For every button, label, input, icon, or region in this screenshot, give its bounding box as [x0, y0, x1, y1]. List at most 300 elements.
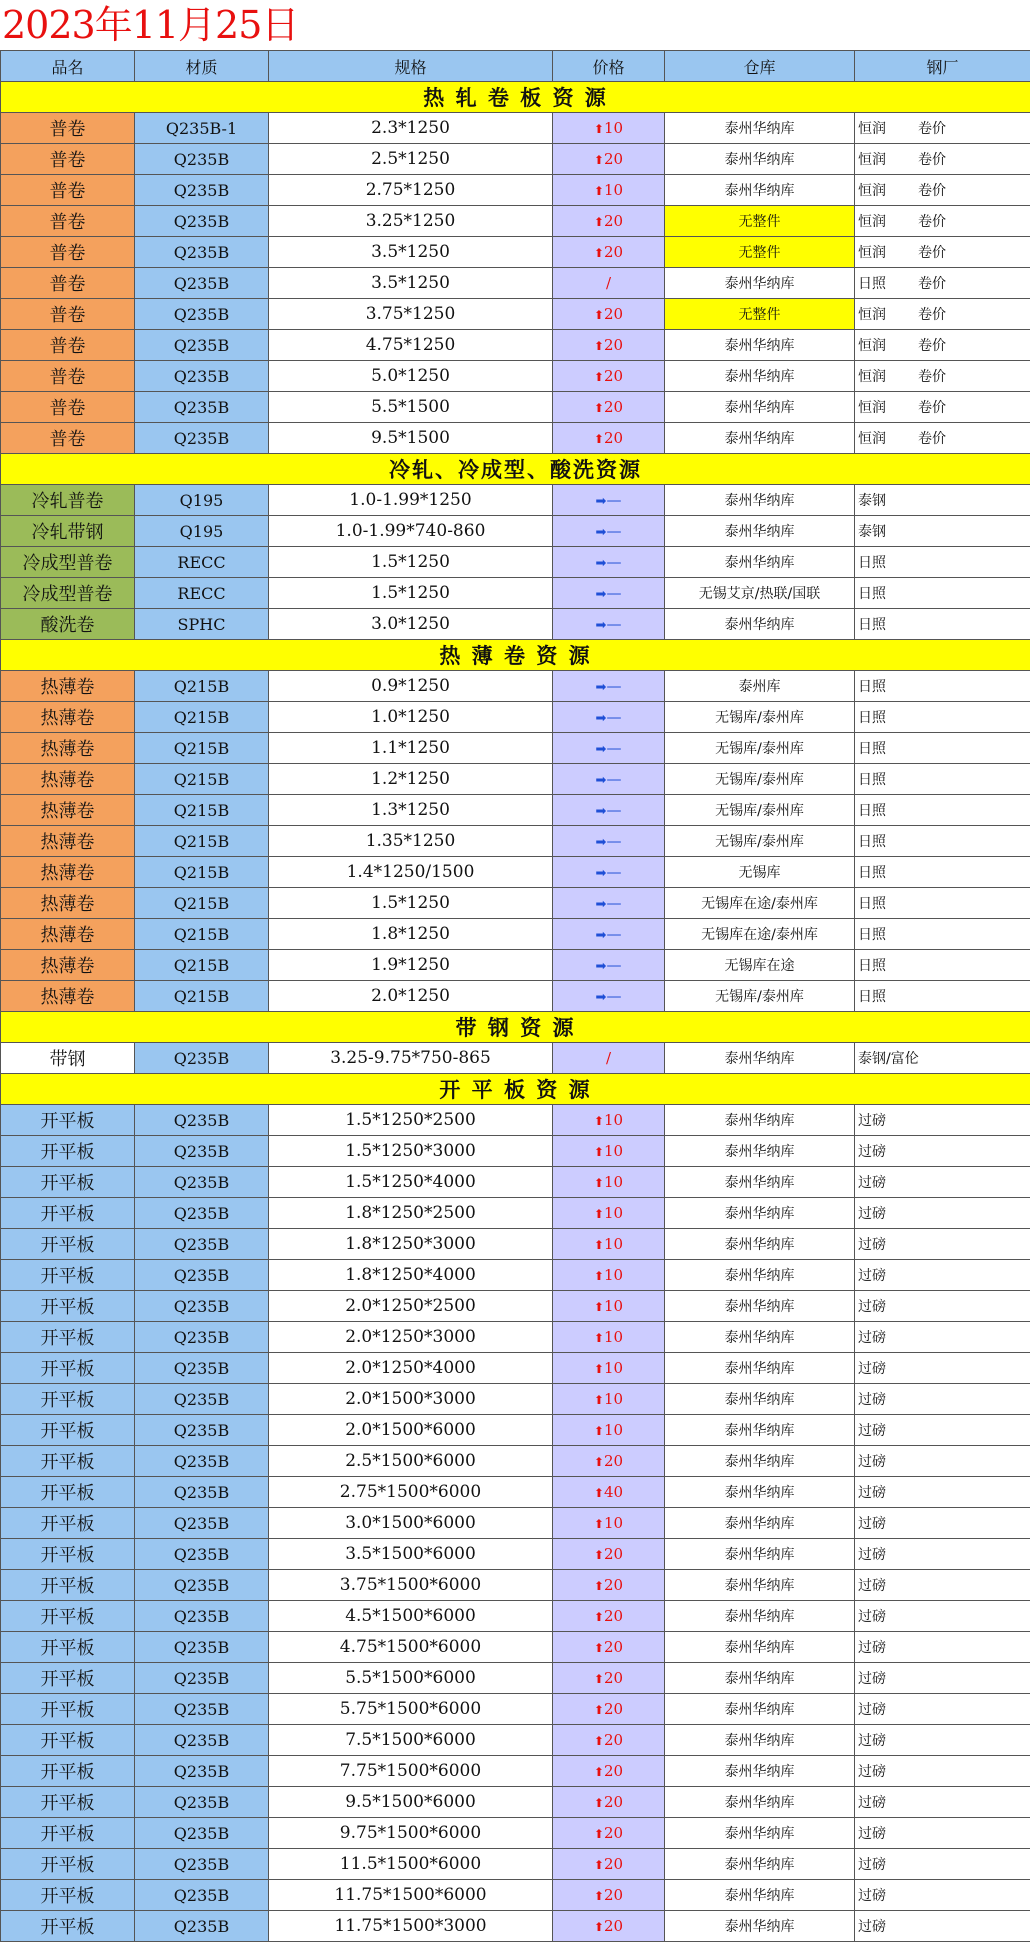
price-change-value: — — [606, 987, 622, 1005]
mill-cell — [855, 1446, 1030, 1477]
product-name-cell: 开平板 — [1, 1756, 135, 1787]
arrow-up-icon: ⬆ — [593, 246, 604, 260]
price-change-cell — [553, 1229, 665, 1260]
product-name-cell: 普卷 — [1, 423, 135, 454]
mill-name: 过磅 — [858, 1392, 886, 1408]
product-name-cell: 开平板 — [1, 1446, 135, 1477]
product-name-cell: 开平板 — [1, 1787, 135, 1818]
spec-cell: 7.5*1500*6000 — [269, 1725, 553, 1756]
price-change-value: 20 — [603, 1886, 624, 1904]
price-change-value: 10 — [603, 1142, 624, 1160]
material-cell: Q235B — [135, 237, 269, 268]
price-basis-note: 卷价 — [918, 307, 946, 323]
warehouse-cell: 泰州华纳库 — [665, 1136, 855, 1167]
arrow-right-icon: ➡ — [595, 618, 607, 633]
warehouse-cell: 泰州华纳库 — [665, 1725, 855, 1756]
warehouse-cell: 泰州华纳库 — [665, 1291, 855, 1322]
mill-name: 日照 — [858, 958, 886, 974]
price-change-cell — [553, 1911, 665, 1942]
mill-name: 泰钢 — [858, 524, 886, 540]
price-change-cell — [553, 919, 665, 950]
price-change-cell — [553, 1539, 665, 1570]
section-title: 热 薄 卷 资 源 — [1, 640, 1030, 671]
price-change-cell — [553, 268, 665, 299]
warehouse-cell: 泰州华纳库 — [665, 1787, 855, 1818]
table-row — [1, 1601, 1030, 1632]
price-change-value: — — [606, 956, 622, 974]
spec-cell: 5.5*1500*6000 — [269, 1663, 553, 1694]
price-change-value: 20 — [603, 150, 624, 168]
material-cell: Q215B — [135, 795, 269, 826]
price-change-cell — [553, 702, 665, 733]
mill-cell — [855, 1725, 1030, 1756]
mill-cell — [855, 1105, 1030, 1136]
table-row — [1, 919, 1030, 950]
arrow-up-icon: ⬆ — [593, 1455, 604, 1469]
mill-cell — [855, 1539, 1030, 1570]
header-cell-spec: 规格 — [269, 51, 553, 82]
mill-cell — [855, 299, 1030, 330]
mill-cell — [855, 1322, 1030, 1353]
arrow-up-icon: ⬆ — [593, 184, 604, 198]
product-name-cell: 热薄卷 — [1, 733, 135, 764]
warehouse-cell: 泰州华纳库 — [665, 1632, 855, 1663]
mill-name: 过磅 — [858, 1237, 886, 1253]
mill-name: 过磅 — [858, 1361, 886, 1377]
product-name-cell: 冷成型普卷 — [1, 578, 135, 609]
mill-name: 过磅 — [858, 1888, 886, 1904]
table-row — [1, 1198, 1030, 1229]
arrow-right-icon: ➡ — [595, 711, 607, 726]
price-change-cell — [553, 1136, 665, 1167]
price-change-cell — [553, 1570, 665, 1601]
price-change-value: 20 — [603, 1793, 624, 1811]
price-change-cell — [553, 888, 665, 919]
material-cell: Q235B — [135, 423, 269, 454]
mill-cell — [855, 1198, 1030, 1229]
material-cell: Q235B — [135, 1632, 269, 1663]
price-change-cell — [553, 1415, 665, 1446]
product-name-cell: 开平板 — [1, 1322, 135, 1353]
material-cell: Q235B — [135, 1570, 269, 1601]
price-change-value: 20 — [603, 1762, 624, 1780]
mill-cell — [855, 1043, 1030, 1074]
mill-cell — [855, 1508, 1030, 1539]
spec-cell: 1.5*1250 — [269, 578, 553, 609]
material-cell: Q235B — [135, 1818, 269, 1849]
price-change-value: — — [606, 522, 622, 540]
price-change-value: 20 — [603, 1545, 624, 1563]
spec-cell: 0.9*1250 — [269, 671, 553, 702]
mill-name: 泰钢 — [858, 493, 886, 509]
table-row — [1, 764, 1030, 795]
arrow-up-icon: ⬆ — [593, 1579, 604, 1593]
section-title: 冷轧、冷成型、酸洗资源 — [1, 454, 1030, 485]
spec-cell: 1.35*1250 — [269, 826, 553, 857]
warehouse-cell: 泰州库 — [665, 671, 855, 702]
warehouse-cell: 泰州华纳库 — [665, 175, 855, 206]
price-change-cell — [553, 1260, 665, 1291]
price-change-value: 10 — [603, 119, 624, 137]
price-change-value: 10 — [603, 1204, 624, 1222]
warehouse-cell: 无锡库/泰州库 — [665, 733, 855, 764]
mill-name: 过磅 — [858, 1547, 886, 1563]
price-change-cell — [553, 1756, 665, 1787]
product-name-cell: 热薄卷 — [1, 764, 135, 795]
price-change-cell — [553, 237, 665, 268]
product-name-cell: 普卷 — [1, 175, 135, 206]
price-change-cell — [553, 361, 665, 392]
price-change-value: 10 — [603, 1235, 624, 1253]
price-change-cell — [553, 671, 665, 702]
product-name-cell: 开平板 — [1, 1167, 135, 1198]
arrow-up-icon: ⬆ — [593, 370, 604, 384]
price-change-cell — [553, 1384, 665, 1415]
mill-cell — [855, 206, 1030, 237]
mill-cell — [855, 764, 1030, 795]
spec-cell: 1.8*1250*2500 — [269, 1198, 553, 1229]
mill-name: 日照 — [858, 803, 886, 819]
header-cell-material: 材质 — [135, 51, 269, 82]
table-row — [1, 516, 1030, 547]
table-row — [1, 361, 1030, 392]
table-row — [1, 950, 1030, 981]
spec-cell: 1.0*1250 — [269, 702, 553, 733]
section-header-row — [1, 454, 1030, 485]
mill-name: 过磅 — [858, 1919, 886, 1935]
table-row — [1, 113, 1030, 144]
table-row — [1, 826, 1030, 857]
mill-cell — [855, 1384, 1030, 1415]
material-cell: Q235B — [135, 1849, 269, 1880]
spec-cell: 9.75*1500*6000 — [269, 1818, 553, 1849]
price-change-cell — [553, 981, 665, 1012]
price-change-value: 20 — [603, 398, 624, 416]
product-name-cell: 开平板 — [1, 1198, 135, 1229]
warehouse-cell: 泰州华纳库 — [665, 392, 855, 423]
mill-name: 日照 — [858, 989, 886, 1005]
arrow-up-icon: ⬆ — [593, 1920, 604, 1934]
mill-name: 恒润 — [858, 121, 886, 137]
arrow-up-icon: ⬆ — [593, 1424, 604, 1438]
mill-cell — [855, 1167, 1030, 1198]
spec-cell: 1.8*1250 — [269, 919, 553, 950]
price-change-value: 10 — [603, 1328, 624, 1346]
mill-name: 过磅 — [858, 1609, 886, 1625]
warehouse-cell: 泰州华纳库 — [665, 113, 855, 144]
spec-cell: 2.0*1500*6000 — [269, 1415, 553, 1446]
spec-cell: 11.5*1500*6000 — [269, 1849, 553, 1880]
mill-cell — [855, 1477, 1030, 1508]
header-cell-name: 品名 — [1, 51, 135, 82]
price-basis-note: 卷价 — [918, 214, 946, 230]
material-cell: Q235B — [135, 1136, 269, 1167]
spec-cell: 9.5*1500*6000 — [269, 1787, 553, 1818]
arrow-up-icon: ⬆ — [593, 308, 604, 322]
table-row — [1, 1539, 1030, 1570]
mill-cell — [855, 1818, 1030, 1849]
product-name-cell: 普卷 — [1, 299, 135, 330]
arrow-up-icon: ⬆ — [593, 122, 604, 136]
price-change-value: 20 — [603, 1855, 624, 1873]
mill-cell — [855, 1260, 1030, 1291]
material-cell: Q235B — [135, 299, 269, 330]
warehouse-cell: 泰州华纳库 — [665, 1198, 855, 1229]
arrow-up-icon: ⬆ — [593, 1238, 604, 1252]
warehouse-cell: 无锡库/泰州库 — [665, 981, 855, 1012]
product-name-cell: 开平板 — [1, 1725, 135, 1756]
mill-cell — [855, 1663, 1030, 1694]
spec-cell: 11.75*1500*3000 — [269, 1911, 553, 1942]
spec-cell: 5.75*1500*6000 — [269, 1694, 553, 1725]
table-row — [1, 1632, 1030, 1663]
material-cell: Q215B — [135, 919, 269, 950]
mill-cell — [855, 826, 1030, 857]
arrow-up-icon: ⬆ — [593, 1827, 604, 1841]
material-cell: Q235B — [135, 1694, 269, 1725]
product-name-cell: 开平板 — [1, 1539, 135, 1570]
table-row — [1, 1384, 1030, 1415]
warehouse-cell: 泰州华纳库 — [665, 516, 855, 547]
mill-name: 恒润 — [858, 338, 886, 354]
warehouse-cell: 泰州华纳库 — [665, 1570, 855, 1601]
spec-cell: 2.5*1500*6000 — [269, 1446, 553, 1477]
table-row — [1, 1911, 1030, 1942]
spec-cell: 3.5*1250 — [269, 237, 553, 268]
arrow-up-icon: ⬆ — [593, 1300, 604, 1314]
material-cell: Q235B — [135, 1105, 269, 1136]
product-name-cell: 普卷 — [1, 392, 135, 423]
arrow-up-icon: ⬆ — [593, 1672, 604, 1686]
arrow-right-icon: ➡ — [595, 587, 607, 602]
table-row — [1, 1291, 1030, 1322]
material-cell: Q235B — [135, 268, 269, 299]
product-name-cell: 冷轧带钢 — [1, 516, 135, 547]
price-change-value: — — [606, 801, 622, 819]
material-cell: Q235B — [135, 1291, 269, 1322]
table-row — [1, 578, 1030, 609]
material-cell: Q235B — [135, 1911, 269, 1942]
arrow-right-icon: ➡ — [595, 773, 607, 788]
arrow-right-icon: ➡ — [595, 742, 607, 757]
price-change-cell — [553, 1880, 665, 1911]
mill-name: 过磅 — [858, 1299, 886, 1315]
price-change-cell — [553, 1849, 665, 1880]
mill-name: 过磅 — [858, 1175, 886, 1191]
price-change-cell — [553, 826, 665, 857]
arrow-right-icon: ➡ — [595, 494, 607, 509]
mill-name: 过磅 — [858, 1485, 886, 1501]
spec-cell: 5.5*1500 — [269, 392, 553, 423]
material-cell: Q235B — [135, 1353, 269, 1384]
material-cell: Q235B — [135, 1508, 269, 1539]
price-change-value: 10 — [603, 1111, 624, 1129]
price-change-cell — [553, 175, 665, 206]
spec-cell: 1.8*1250*4000 — [269, 1260, 553, 1291]
price-change-cell — [553, 609, 665, 640]
spec-cell: 3.5*1500*6000 — [269, 1539, 553, 1570]
page-title: 2023年11月25日 — [2, 3, 299, 47]
material-cell: Q215B — [135, 671, 269, 702]
product-name-cell: 热薄卷 — [1, 857, 135, 888]
warehouse-cell: 无整件 — [665, 237, 855, 268]
mill-cell — [855, 516, 1030, 547]
warehouse-cell: 泰州华纳库 — [665, 1415, 855, 1446]
product-name-cell: 热薄卷 — [1, 919, 135, 950]
mill-cell — [855, 1415, 1030, 1446]
price-basis-note: 卷价 — [918, 121, 946, 137]
material-cell: Q235B — [135, 1043, 269, 1074]
price-basis-note: 卷价 — [918, 183, 946, 199]
warehouse-cell: 泰州华纳库 — [665, 1384, 855, 1415]
table-row — [1, 547, 1030, 578]
warehouse-cell: 泰州华纳库 — [665, 1911, 855, 1942]
warehouse-cell: 泰州华纳库 — [665, 1446, 855, 1477]
price-change-cell — [553, 299, 665, 330]
product-name-cell: 酸洗卷 — [1, 609, 135, 640]
header-cell-warehouse: 仓库 — [665, 51, 855, 82]
warehouse-cell: 泰州华纳库 — [665, 547, 855, 578]
mill-name: 日照 — [858, 617, 886, 633]
price-change-cell — [553, 950, 665, 981]
price-change-value: 20 — [603, 1669, 624, 1687]
material-cell: Q235B — [135, 1663, 269, 1694]
product-name-cell: 开平板 — [1, 1911, 135, 1942]
price-basis-note: 卷价 — [918, 400, 946, 416]
product-name-cell: 开平板 — [1, 1136, 135, 1167]
mill-cell — [855, 1787, 1030, 1818]
spec-cell: 2.0*1250 — [269, 981, 553, 1012]
header-row — [1, 51, 1030, 82]
material-cell: Q215B — [135, 826, 269, 857]
warehouse-cell: 泰州华纳库 — [665, 1043, 855, 1074]
warehouse-cell: 泰州华纳库 — [665, 361, 855, 392]
spec-cell: 1.8*1250*3000 — [269, 1229, 553, 1260]
section-header-row — [1, 1074, 1030, 1105]
product-name-cell: 开平板 — [1, 1508, 135, 1539]
mill-name: 日照 — [858, 896, 886, 912]
price-change-cell — [553, 206, 665, 237]
arrow-up-icon: ⬆ — [593, 1889, 604, 1903]
mill-cell — [855, 1570, 1030, 1601]
section-title: 带 钢 资 源 — [1, 1012, 1030, 1043]
price-change-value: 10 — [603, 1421, 624, 1439]
product-name-cell: 开平板 — [1, 1663, 135, 1694]
product-name-cell: 开平板 — [1, 1105, 135, 1136]
mill-cell — [855, 1849, 1030, 1880]
table-row — [1, 1849, 1030, 1880]
price-change-value: 20 — [603, 212, 624, 230]
price-change-value: 20 — [603, 1638, 624, 1656]
product-name-cell: 带钢 — [1, 1043, 135, 1074]
material-cell: Q235B — [135, 330, 269, 361]
mill-cell — [855, 795, 1030, 826]
material-cell: Q215B — [135, 981, 269, 1012]
material-cell: Q195 — [135, 485, 269, 516]
spec-cell: 2.0*1250*2500 — [269, 1291, 553, 1322]
price-basis-note: 卷价 — [918, 276, 946, 292]
product-name-cell: 普卷 — [1, 330, 135, 361]
product-name-cell: 开平板 — [1, 1570, 135, 1601]
table-row — [1, 888, 1030, 919]
table-row — [1, 1167, 1030, 1198]
arrow-up-icon: ⬆ — [593, 1207, 604, 1221]
warehouse-cell: 泰州华纳库 — [665, 144, 855, 175]
spec-cell: 2.0*1250*3000 — [269, 1322, 553, 1353]
material-cell: Q235B — [135, 1198, 269, 1229]
arrow-up-icon: ⬆ — [593, 1176, 604, 1190]
product-name-cell: 热薄卷 — [1, 826, 135, 857]
price-change-value: 40 — [603, 1483, 624, 1501]
product-name-cell: 开平板 — [1, 1477, 135, 1508]
arrow-right-icon: ➡ — [595, 990, 607, 1005]
arrow-right-icon: ➡ — [595, 525, 607, 540]
warehouse-cell: 泰州华纳库 — [665, 609, 855, 640]
material-cell: Q235B — [135, 361, 269, 392]
spec-cell: 2.0*1500*3000 — [269, 1384, 553, 1415]
product-name-cell: 开平板 — [1, 1880, 135, 1911]
mill-cell — [855, 702, 1030, 733]
spec-cell: 1.5*1250*2500 — [269, 1105, 553, 1136]
material-cell: Q215B — [135, 702, 269, 733]
warehouse-cell: 无锡库在途/泰州库 — [665, 888, 855, 919]
price-change-value: 10 — [603, 1266, 624, 1284]
mill-name: 过磅 — [858, 1764, 886, 1780]
warehouse-cell: 泰州华纳库 — [665, 1849, 855, 1880]
mill-name: 过磅 — [858, 1268, 886, 1284]
table-row — [1, 1229, 1030, 1260]
material-cell: RECC — [135, 578, 269, 609]
mill-name: 日照 — [858, 834, 886, 850]
table-row — [1, 1725, 1030, 1756]
material-cell: Q215B — [135, 888, 269, 919]
table-row — [1, 268, 1030, 299]
spec-cell: 2.75*1500*6000 — [269, 1477, 553, 1508]
mill-name: 恒润 — [858, 245, 886, 261]
arrow-right-icon: ➡ — [595, 866, 607, 881]
table-row — [1, 1136, 1030, 1167]
mill-cell — [855, 733, 1030, 764]
arrow-up-icon: ⬆ — [593, 432, 604, 446]
price-change-cell — [553, 423, 665, 454]
product-name-cell: 热薄卷 — [1, 888, 135, 919]
mill-cell — [855, 547, 1030, 578]
price-change-cell — [553, 1663, 665, 1694]
product-name-cell: 开平板 — [1, 1632, 135, 1663]
price-change-value: 10 — [603, 1173, 624, 1191]
arrow-up-icon: ⬆ — [593, 215, 604, 229]
price-change-value: / — [605, 274, 612, 292]
mill-name: 恒润 — [858, 214, 886, 230]
warehouse-cell: 泰州华纳库 — [665, 1167, 855, 1198]
table-row — [1, 1105, 1030, 1136]
price-change-value: 20 — [603, 1607, 624, 1625]
warehouse-cell: 无锡库在途/泰州库 — [665, 919, 855, 950]
mill-name: 过磅 — [858, 1578, 886, 1594]
warehouse-cell: 泰州华纳库 — [665, 1477, 855, 1508]
section-header-row — [1, 640, 1030, 671]
product-name-cell: 开平板 — [1, 1601, 135, 1632]
arrow-up-icon: ⬆ — [593, 153, 604, 167]
arrow-right-icon: ➡ — [595, 804, 607, 819]
material-cell: Q235B — [135, 1725, 269, 1756]
spec-cell: 4.75*1500*6000 — [269, 1632, 553, 1663]
arrow-right-icon: ➡ — [595, 680, 607, 695]
price-change-value: 10 — [603, 181, 624, 199]
spec-cell: 3.0*1250 — [269, 609, 553, 640]
mill-name: 过磅 — [858, 1423, 886, 1439]
spec-cell: 3.75*1500*6000 — [269, 1570, 553, 1601]
